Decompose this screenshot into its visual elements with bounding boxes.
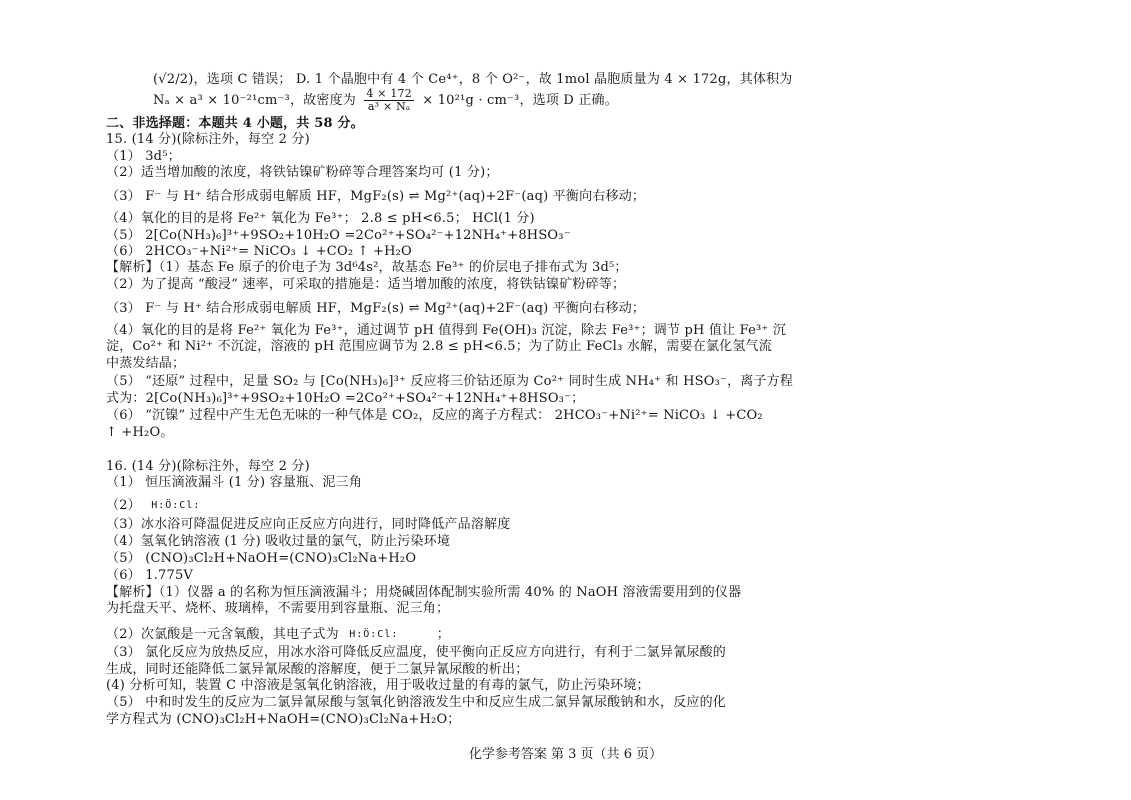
q16-answer-2: [106, 497, 200, 514]
fraction-denominator: a³ × Nₐ: [367, 100, 411, 113]
q16-answer-1: （1） 恒压滴液漏斗 (1 分) 容量瓶、泥三角: [106, 475, 363, 490]
q16-analysis-7: 学方程式为 (CNO)₃Cl₂H+NaOH=(CNO)₃Cl₂Na+H₂O；: [106, 712, 461, 727]
q15-answer-1: （1） 3d⁵；: [106, 149, 181, 164]
top-line-1: (√2/2)，选项 C 错误； D. 1 个晶胞中有 4 个 Ce⁴⁺，8 个 O²⁻，故 1mol 晶胞质量为 4 × 172g，其体积为: [153, 72, 793, 87]
q15-analysis-6: 中蒸发结晶；: [106, 356, 186, 371]
top-line-2-suffix: × 10²¹g · cm⁻³，选项 D 正确。: [422, 93, 618, 108]
q15-analysis-2: （2）为了提高 “酸浸” 速率，可采取的措施是：适当增加酸的浓度，将铁钴镍矿粉碎等；: [106, 277, 626, 292]
top-line-2: [153, 88, 618, 113]
q16-analysis-2-prefix: （2）次氯酸是一元含氧酸，其电子式为: [106, 627, 339, 642]
hclo-electron-formula: H:Ö:Cl:: [151, 500, 201, 511]
q15-answer-6: （6） 2HCO₃⁻+Ni²⁺= NiCO₃ ↓ +CO₂ ↑ +H₂O: [106, 244, 412, 259]
q15-header: 15. (14 分)(除标注外，每空 2 分): [106, 132, 310, 147]
q15-analysis-3: （3） F⁻ 与 H⁺ 结合形成弱电解质 HF，MgF₂(s) ⇌ Mg²⁺(aq)+2F⁻(aq) 平衡向右移动；: [106, 301, 646, 316]
q16-answer-6: （6） 1.775V: [106, 568, 194, 583]
hclo-electron-formula-2: H:Ö:Cl:: [349, 629, 399, 640]
q16-analysis-1: 【解析】（1）仪器 a 的名称为恒压滴液漏斗；用烧碱固体配制实验所需 40% 的 NaOH 溶液需要用到的仪器: [106, 585, 742, 600]
q15-analysis-5: 淀，Co²⁺ 和 Ni²⁺ 不沉淀，溶液的 pH 范围应调节为 2.8 ≤ pH<6.5；为了防止 FeCl₃ 水解，需要在氯化氢气流: [106, 339, 772, 354]
q16-analysis-3: （3） 氯化反应为放热反应，用冰水浴可降低反应温度，使平衡向正反应方向进行，有利于二氯异氰尿酸的: [106, 645, 727, 660]
q16-analysis-2: [106, 626, 450, 643]
q15-answer-4: （4）氧化的目的是将 Fe²⁺ 氧化为 Fe³⁺； 2.8 ≤ pH<6.5； HCl(1 分): [106, 211, 535, 226]
q16-analysis-4: 生成，同时还能降低二氯异氰尿酸的溶解度，便于二氯异氰尿酸的析出；: [106, 662, 529, 677]
q16-analysis-1b: 为托盘天平、烧杯、玻璃棒，不需要用到容量瓶、泥三角；: [106, 601, 450, 616]
q16-header: 16. (14 分)(除标注外，每空 2 分): [106, 459, 310, 474]
q15-analysis-9: （6） “沉镍” 过程中产生无色无味的一种气体是 CO₂，反应的离子方程式： 2HCO₃⁻+Ni²⁺= NiCO₃ ↓ +CO₂: [106, 408, 763, 423]
q15-analysis-1: 【解析】（1）基态 Fe 原子的价电子为 3d⁶4s²，故基态 Fe³⁺ 的价层电子排布式为 3d⁵；: [106, 260, 628, 275]
q15-answer-5: （5） 2[Co(NH₃)₆]³⁺+9SO₂+10H₂O =2Co²⁺+SO₄²⁻+12NH₄⁺+8HSO₃⁻: [106, 228, 571, 243]
q16-analysis-2-suffix: ；: [436, 627, 450, 642]
q16-answer-4: （4）氢氧化钠溶液 (1 分) 吸收过量的氯气，防止污染环境: [106, 534, 451, 549]
fraction-numerator: 4 × 172: [366, 87, 412, 100]
q15-analysis-8: 式为：2[Co(NH₃)₆]³⁺+9SO₂+10H₂O =2Co²⁺+SO₄²⁻+12NH₄⁺+8HSO₃⁻；: [106, 391, 585, 406]
q16-answer-5: （5） (CNO)₃Cl₂H+NaOH=(CNO)₃Cl₂Na+H₂O: [106, 551, 417, 566]
q15-analysis-10: ↑ +H₂O。: [106, 425, 174, 440]
q16-analysis-5: (4) 分析可知，装置 C 中溶液是氢氧化钠溶液，用于吸收过量的有毒的氯气，防止污染环境；: [106, 678, 650, 693]
q15-answer-3: （3） F⁻ 与 H⁺ 结合形成弱电解质 HF，MgF₂(s) ⇌ Mg²⁺(aq)+2F⁻(aq) 平衡向右移动；: [106, 189, 646, 204]
q16-analysis-6: （5） 中和时发生的反应为二氯异氰尿酸与氢氧化钠溶液发生中和反应生成二氯异氰尿酸钠和水，反应的化: [106, 695, 727, 710]
q15-answer-2: （2）适当增加酸的浓度，将铁钴镍矿粉碎等合理答案均可 (1 分)；: [106, 165, 499, 180]
page-footer: 化学参考答案 第 3 页（共 6 页）: [468, 747, 663, 762]
top-line-2-prefix: Nₐ × a³ × 10⁻²¹cm⁻³，故密度为: [153, 93, 356, 108]
section-title: 二、非选择题：本题共 4 小题，共 58 分。: [106, 116, 364, 131]
density-fraction: [364, 88, 414, 113]
q15-analysis-7: （5） “还原” 过程中，足量 SO₂ 与 [Co(NH₃)₆]³⁺ 反应将三价钴还原为 Co²⁺ 同时生成 NH₄⁺ 和 HSO₃⁻，离子方程: [106, 374, 794, 389]
q16-answer-3: （3）冰水浴可降温促进反应向正反应方向进行，同时降低产品溶解度: [106, 517, 511, 532]
q16-answer-2-label: （2）: [106, 498, 141, 513]
q15-analysis-4: （4）氧化的目的是将 Fe²⁺ 氧化为 Fe³⁺，通过调节 pH 值得到 Fe(OH)₃ 沉淀，除去 Fe³⁺；调节 pH 值让 Fe³⁺ 沉: [106, 323, 787, 338]
